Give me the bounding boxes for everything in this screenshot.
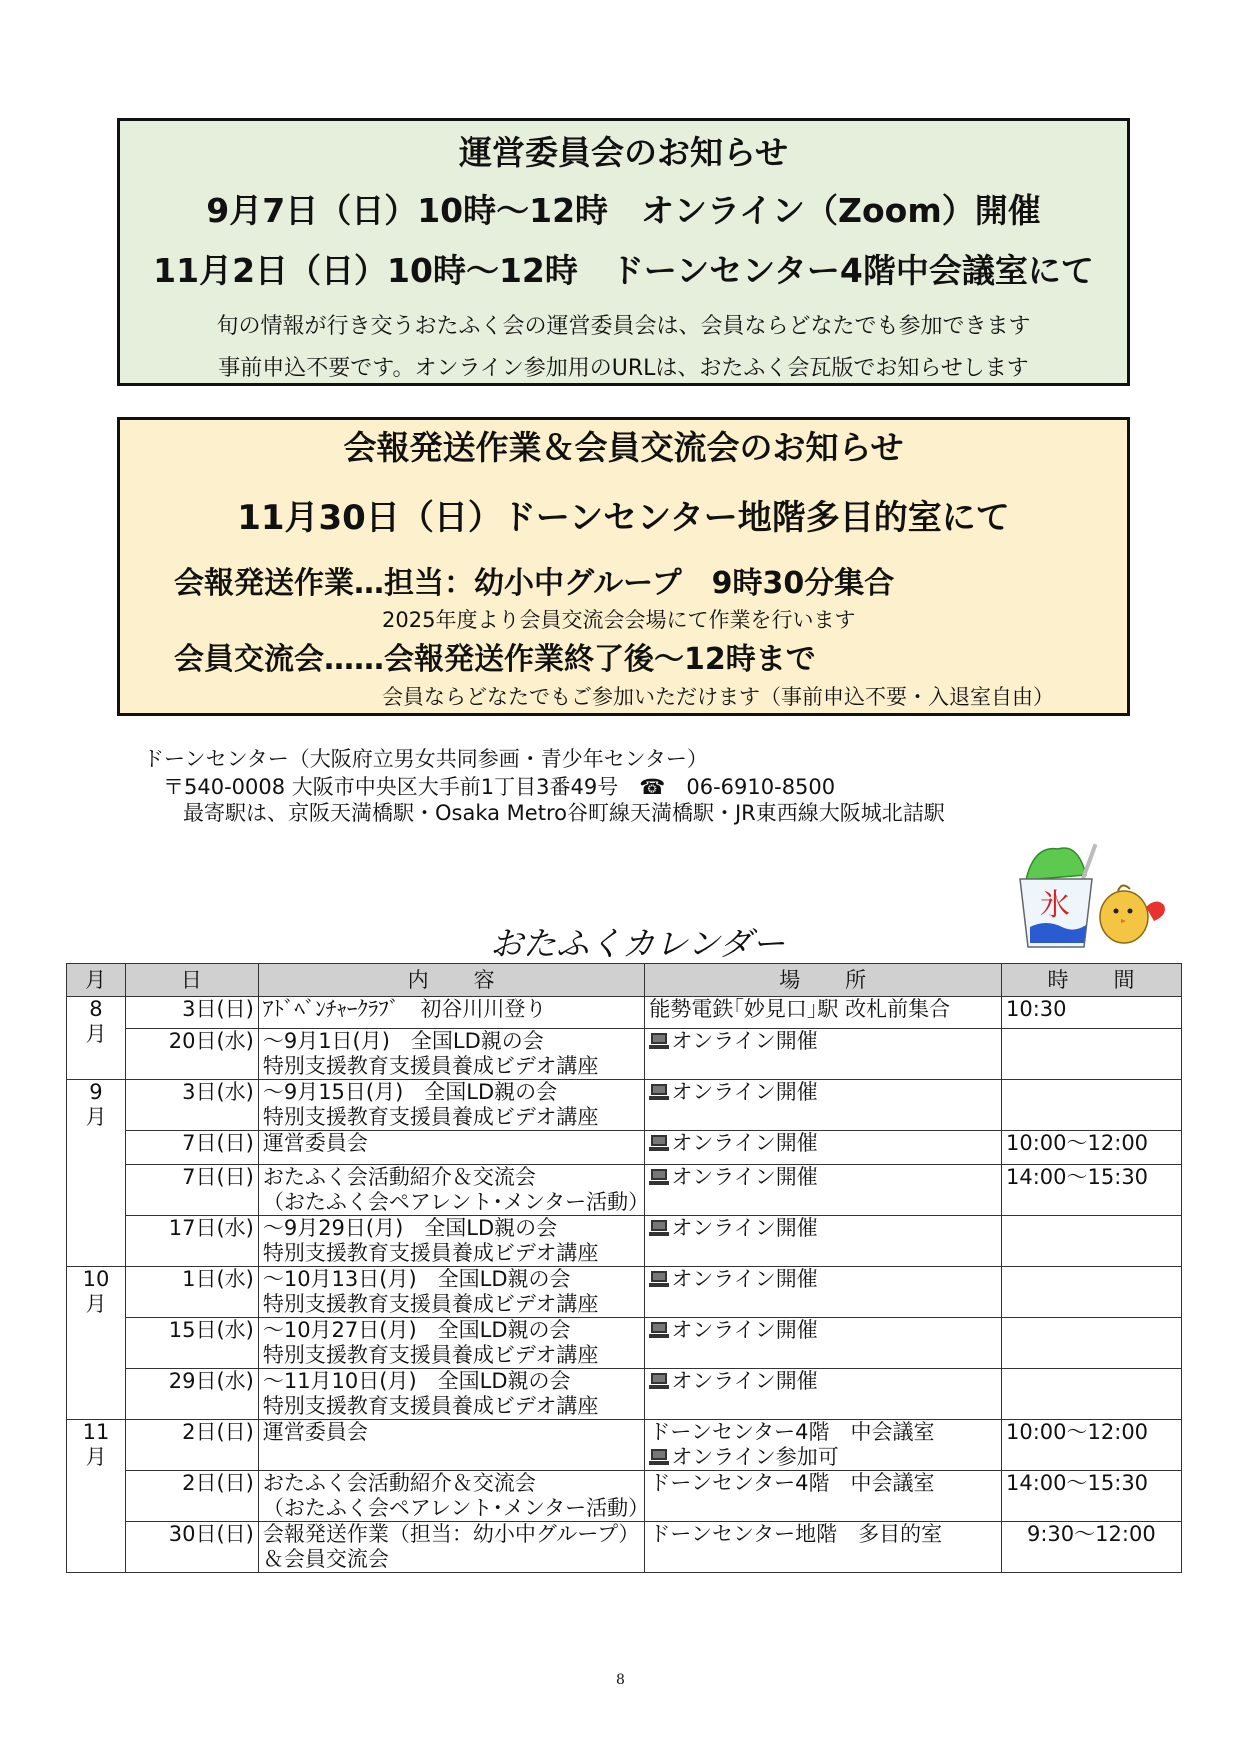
row-time [1002,1318,1182,1369]
header-month: 月 [67,964,126,997]
row-content: ～10月13日(月) 全国LD親の会 特別支援教育支援員養成ビデオ講座 [258,1267,645,1318]
row-day: 3日(日) [125,997,258,1029]
computer-icon [649,1320,669,1338]
row-content: おたふく会活動紹介＆交流会 （おたふく会ペアレント･メンター活動） [258,1471,645,1522]
computer-icon [649,1218,669,1236]
computer-icon [649,1082,669,1100]
row-place [645,1131,1002,1165]
address-postal: 〒540-0008 大阪市中央区大手前1丁目3番49号 ☎ 06-6910-8500 [163,775,836,799]
table-row [67,1318,1182,1369]
row-time [1002,1267,1182,1318]
committee-notice-title: 運営委員会のお知らせ [458,133,788,172]
table-row [67,1165,1182,1216]
committee-date-1: 9月7日（日）10時～12時 オンライン（Zoom）開催 [206,191,1041,230]
row-content: おたふく会活動紹介＆交流会 （おたふく会ペアレント･メンター活動） [258,1165,645,1216]
computer-icon [649,1031,669,1049]
row-time [1002,1029,1182,1080]
shaved-ice-chick-illustration [1006,835,1178,950]
row-place: 能勢電鉄｢妙見口｣駅 改札前集合 [645,997,1002,1029]
row-day: 7日(日) [125,1165,258,1216]
row-day: 20日(水) [125,1029,258,1080]
newsletter-item-1-note: 2025年度より会員交流会会場にて作業を行います [382,608,856,632]
row-time: 14:00～15:30 [1002,1471,1182,1522]
address-stations: 最寄駅は、京阪天満橋駅・Osaka Metro谷町線天満橋駅・JR東西線大阪城北詰駅 [183,801,945,825]
table-row [67,1267,1182,1318]
calendar-header-row [67,964,1182,997]
row-day: 2日(日) [125,1471,258,1522]
row-day: 17日(水) [125,1216,258,1267]
row-time [1002,1080,1182,1131]
ice-kanji: 氷 [1040,888,1070,923]
row-content: ～11月10日(月) 全国LD親の会 特別支援教育支援員養成ビデオ講座 [258,1369,645,1420]
row-time [1002,1369,1182,1420]
row-place [645,1080,1002,1131]
table-row [67,1216,1182,1267]
computer-icon [649,1167,669,1185]
newsletter-item-2-note: 会員ならどなたでもご参加いただけます（事前申込不要・入退室自由） [382,685,1054,709]
row-place [645,1165,1002,1216]
table-row [67,1369,1182,1420]
row-place [645,1267,1002,1318]
calendar-table [66,963,1182,1573]
row-day: 2日(日) [125,1420,258,1471]
table-row [67,1029,1182,1080]
row-place-text: オンライン開催 [671,1165,818,1189]
row-day: 30日(日) [125,1522,258,1573]
row-place-text: オンライン開催 [671,1369,818,1393]
header-content: 内 容 [258,964,645,997]
header-time: 時 間 [1002,964,1182,997]
table-row [67,1522,1182,1573]
row-time: 9:30～12:00 [1002,1522,1182,1573]
month-august: 8 月 [67,997,126,1080]
table-row [67,1131,1182,1165]
row-place-text: オンライン開催 [671,1216,818,1240]
header-day: 日 [125,964,258,997]
computer-icon [649,1133,669,1151]
row-time: 10:00～12:00 [1002,1131,1182,1165]
table-row [67,997,1182,1029]
row-day: 1日(水) [125,1267,258,1318]
row-place [645,1420,1002,1471]
row-content: ～9月29日(月) 全国LD親の会 特別支援教育支援員養成ビデオ講座 [258,1216,645,1267]
table-row [67,1420,1182,1471]
row-day: 15日(水) [125,1318,258,1369]
table-row [67,1080,1182,1131]
committee-notice-box [117,118,1130,386]
row-day: 7日(日) [125,1131,258,1165]
row-content: ～9月15日(月) 全国LD親の会 特別支援教育支援員養成ビデオ講座 [258,1080,645,1131]
computer-icon [649,1269,669,1287]
row-day: 29日(水) [125,1369,258,1420]
row-content: 運営委員会 [258,1131,645,1165]
address-venue: ドーンセンター（大阪府立男女共同参画・青少年センター） [143,747,708,771]
row-place-text: オンライン開催 [671,1267,818,1291]
row-place-text: オンライン開催 [671,1318,818,1342]
row-time: 14:00～15:30 [1002,1165,1182,1216]
row-place: ドーンセンター4階 中会議室 [645,1471,1002,1522]
row-place-text: オンライン開催 [671,1029,818,1053]
row-content: 会報発送作業（担当：幼小中グループ） ＆会員交流会 [258,1522,645,1573]
row-day: 3日(水) [125,1080,258,1131]
row-place [645,1029,1002,1080]
row-content: 運営委員会 [258,1420,645,1471]
computer-icon [649,1371,669,1389]
row-place-online: オンライン参加可 [671,1445,839,1469]
page-number: 8 [616,1672,625,1688]
row-place [645,1318,1002,1369]
row-time: 10:30 [1002,997,1182,1029]
newsletter-item-1: 会報発送作業…担当：幼小中グループ 9時30分集合 [174,566,895,601]
computer-icon [649,1447,669,1465]
row-place: ドーンセンター地階 多目的室 [645,1522,1002,1573]
committee-description-2: 事前申込不要です。オンライン参加用のURLは、おたふく会瓦版でお知らせします [218,356,1029,381]
row-place-text: ドーンセンター4階 中会議室 [649,1420,935,1444]
header-place: 場 所 [645,964,1002,997]
month-september: 9 月 [67,1080,126,1267]
row-place-text: オンライン開催 [671,1131,818,1155]
committee-date-2: 11月2日（日）10時～12時 ドーンセンター4階中会議室にて [153,251,1094,290]
newsletter-date-line: 11月30日（日）ドーンセンター地階多目的室にて [237,498,1010,538]
committee-description-1: 旬の情報が行き交うおたふく会の運営委員会は、会員ならどなたでも参加できます [216,314,1031,339]
row-content: ～10月27日(月) 全国LD親の会 特別支援教育支援員養成ビデオ講座 [258,1318,645,1369]
row-content: ～9月1日(月) 全国LD親の会 特別支援教育支援員養成ビデオ講座 [258,1029,645,1080]
newsletter-notice-box [117,417,1130,716]
month-november: 11 月 [67,1420,126,1573]
row-place [645,1369,1002,1420]
row-place-text: オンライン開催 [671,1080,818,1104]
newsletter-notice-title: 会報発送作業＆会員交流会のお知らせ [343,428,904,467]
row-place [645,1216,1002,1267]
month-october: 10 月 [67,1267,126,1420]
row-time: 10:00～12:00 [1002,1420,1182,1471]
row-time [1002,1216,1182,1267]
calendar-title: おたふくカレンダー [490,924,785,963]
row-content: ｱﾄﾞﾍﾞﾝﾁｬｰｸﾗﾌﾞ 初谷川川登り [258,997,645,1029]
newsletter-item-2: 会員交流会……会報発送作業終了後～12時まで [174,642,816,677]
table-row [67,1471,1182,1522]
